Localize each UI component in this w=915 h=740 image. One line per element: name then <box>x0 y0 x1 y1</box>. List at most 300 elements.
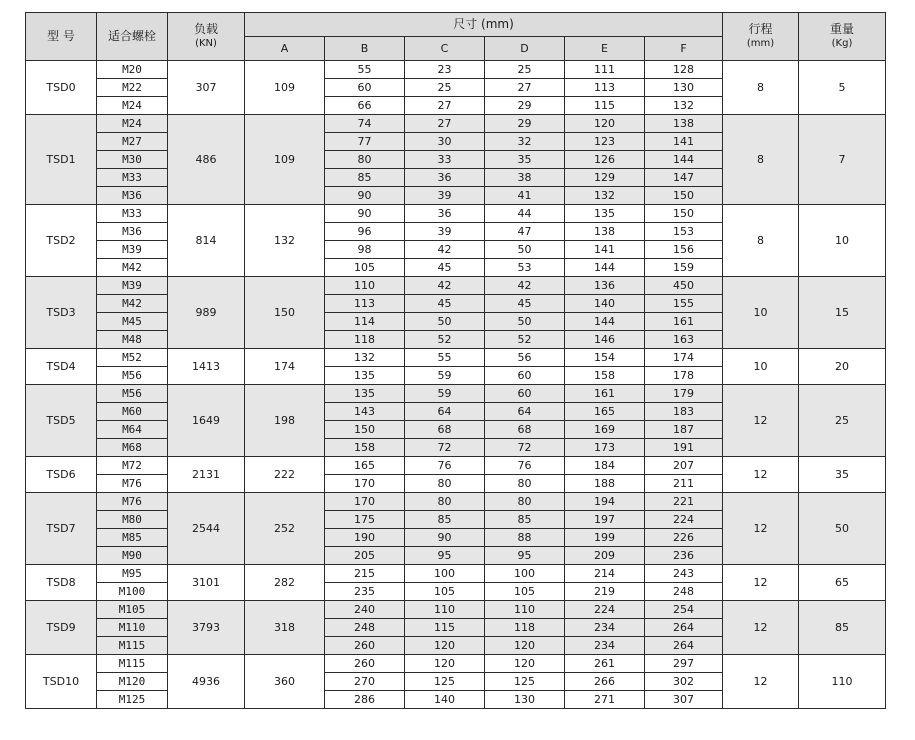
bolt-cell: M24 <box>97 97 168 115</box>
model-group <box>26 565 886 601</box>
dim-d-cell: 25 <box>485 61 565 79</box>
dim-e-cell: 169 <box>565 421 645 439</box>
dim-f-cell: 183 <box>645 403 723 421</box>
load-cell: 1413 <box>168 349 245 385</box>
stroke-cell: 12 <box>723 565 799 601</box>
dim-c-cell: 80 <box>405 475 485 493</box>
dim-b-cell: 85 <box>325 169 405 187</box>
header-stroke: 行程 (mm) <box>723 13 799 61</box>
dim-b-cell: 90 <box>325 187 405 205</box>
dim-e-cell: 266 <box>565 673 645 691</box>
dim-d-cell: 118 <box>485 619 565 637</box>
dim-d-cell: 32 <box>485 133 565 151</box>
dim-c-cell: 39 <box>405 223 485 241</box>
dim-e-cell: 234 <box>565 637 645 655</box>
load-cell: 4936 <box>168 655 245 709</box>
dim-c-cell: 33 <box>405 151 485 169</box>
bolt-cell: M64 <box>97 421 168 439</box>
dim-f-cell: 155 <box>645 295 723 313</box>
dim-b-cell: 74 <box>325 115 405 133</box>
weight-cell: 65 <box>799 565 886 601</box>
model-cell: TSD10 <box>26 655 97 709</box>
model-group <box>26 61 886 115</box>
dim-c-cell: 42 <box>405 241 485 259</box>
dim-f-cell: 211 <box>645 475 723 493</box>
dim-e-cell: 113 <box>565 79 645 97</box>
dim-e-cell: 123 <box>565 133 645 151</box>
header-dim-a: A <box>245 37 325 61</box>
table-row <box>26 349 886 367</box>
dim-f-cell: 174 <box>645 349 723 367</box>
dim-d-cell: 85 <box>485 511 565 529</box>
bolt-cell: M33 <box>97 169 168 187</box>
dim-c-cell: 23 <box>405 61 485 79</box>
dim-c-cell: 27 <box>405 115 485 133</box>
table-row <box>26 655 886 673</box>
model-group <box>26 601 886 655</box>
table-row <box>26 565 886 583</box>
dim-b-cell: 215 <box>325 565 405 583</box>
load-cell: 2131 <box>168 457 245 493</box>
dim-b-cell: 235 <box>325 583 405 601</box>
dim-b-cell: 98 <box>325 241 405 259</box>
dim-d-cell: 45 <box>485 295 565 313</box>
dim-b-cell: 175 <box>325 511 405 529</box>
model-cell: TSD5 <box>26 385 97 457</box>
dim-c-cell: 30 <box>405 133 485 151</box>
table-row <box>26 493 886 511</box>
dim-c-cell: 72 <box>405 439 485 457</box>
table-row <box>26 385 886 403</box>
header-size: 尺寸 (mm) <box>245 13 723 37</box>
dim-e-cell: 144 <box>565 313 645 331</box>
bolt-cell: M36 <box>97 223 168 241</box>
dim-e-cell: 161 <box>565 385 645 403</box>
bolt-cell: M27 <box>97 133 168 151</box>
dim-e-cell: 132 <box>565 187 645 205</box>
header-model: 型 号 <box>26 13 97 61</box>
dim-e-cell: 146 <box>565 331 645 349</box>
dim-c-cell: 45 <box>405 259 485 277</box>
dim-a-cell: 109 <box>245 61 325 115</box>
dim-b-cell: 55 <box>325 61 405 79</box>
dim-c-cell: 125 <box>405 673 485 691</box>
bolt-cell: M56 <box>97 367 168 385</box>
dim-a-cell: 360 <box>245 655 325 709</box>
dim-a-cell: 222 <box>245 457 325 493</box>
dim-d-cell: 44 <box>485 205 565 223</box>
weight-cell: 20 <box>799 349 886 385</box>
dim-d-cell: 50 <box>485 241 565 259</box>
dim-a-cell: 150 <box>245 277 325 349</box>
dim-d-cell: 60 <box>485 385 565 403</box>
table-row <box>26 601 886 619</box>
model-cell: TSD3 <box>26 277 97 349</box>
weight-cell: 50 <box>799 493 886 565</box>
header-bolt: 适合螺栓 <box>97 13 168 61</box>
dim-b-cell: 143 <box>325 403 405 421</box>
bolt-cell: M120 <box>97 673 168 691</box>
dim-c-cell: 50 <box>405 313 485 331</box>
dim-f-cell: 187 <box>645 421 723 439</box>
dim-f-cell: 264 <box>645 637 723 655</box>
bolt-cell: M42 <box>97 295 168 313</box>
dim-f-cell: 254 <box>645 601 723 619</box>
dim-a-cell: 198 <box>245 385 325 457</box>
model-cell: TSD0 <box>26 61 97 115</box>
load-cell: 2544 <box>168 493 245 565</box>
header-weight: 重量 (Kg) <box>799 13 886 61</box>
dim-c-cell: 140 <box>405 691 485 709</box>
dim-c-cell: 42 <box>405 277 485 295</box>
dim-f-cell: 307 <box>645 691 723 709</box>
load-cell: 814 <box>168 205 245 277</box>
dim-d-cell: 76 <box>485 457 565 475</box>
dim-c-cell: 80 <box>405 493 485 511</box>
dim-f-cell: 226 <box>645 529 723 547</box>
bolt-cell: M39 <box>97 277 168 295</box>
model-group <box>26 493 886 565</box>
model-group <box>26 655 886 709</box>
dim-e-cell: 197 <box>565 511 645 529</box>
dim-c-cell: 59 <box>405 385 485 403</box>
stroke-cell: 12 <box>723 655 799 709</box>
weight-cell: 25 <box>799 385 886 457</box>
dim-e-cell: 184 <box>565 457 645 475</box>
weight-cell: 10 <box>799 205 886 277</box>
model-group <box>26 205 886 277</box>
dim-b-cell: 77 <box>325 133 405 151</box>
dim-e-cell: 158 <box>565 367 645 385</box>
dim-d-cell: 29 <box>485 97 565 115</box>
dim-f-cell: 150 <box>645 205 723 223</box>
dim-d-cell: 27 <box>485 79 565 97</box>
weight-cell: 35 <box>799 457 886 493</box>
model-cell: TSD9 <box>26 601 97 655</box>
dim-c-cell: 45 <box>405 295 485 313</box>
dim-e-cell: 224 <box>565 601 645 619</box>
stroke-cell: 12 <box>723 385 799 457</box>
bolt-cell: M56 <box>97 385 168 403</box>
dim-d-cell: 50 <box>485 313 565 331</box>
dim-e-cell: 194 <box>565 493 645 511</box>
dim-b-cell: 286 <box>325 691 405 709</box>
dim-d-cell: 72 <box>485 439 565 457</box>
dim-e-cell: 234 <box>565 619 645 637</box>
header-dim-f: F <box>645 37 723 61</box>
dim-d-cell: 38 <box>485 169 565 187</box>
dim-b-cell: 60 <box>325 79 405 97</box>
table-row <box>26 277 886 295</box>
dim-e-cell: 271 <box>565 691 645 709</box>
dim-d-cell: 53 <box>485 259 565 277</box>
dim-f-cell: 264 <box>645 619 723 637</box>
dim-c-cell: 120 <box>405 637 485 655</box>
dim-d-cell: 52 <box>485 331 565 349</box>
dim-d-cell: 110 <box>485 601 565 619</box>
load-cell: 1649 <box>168 385 245 457</box>
dim-b-cell: 270 <box>325 673 405 691</box>
dim-d-cell: 60 <box>485 367 565 385</box>
bolt-cell: M110 <box>97 619 168 637</box>
dim-a-cell: 132 <box>245 205 325 277</box>
dim-d-cell: 125 <box>485 673 565 691</box>
header-dim-e: E <box>565 37 645 61</box>
dim-e-cell: 144 <box>565 259 645 277</box>
dim-c-cell: 68 <box>405 421 485 439</box>
dim-c-cell: 27 <box>405 97 485 115</box>
model-cell: TSD8 <box>26 565 97 601</box>
dim-f-cell: 141 <box>645 133 723 151</box>
load-cell: 3793 <box>168 601 245 655</box>
bolt-cell: M52 <box>97 349 168 367</box>
dim-f-cell: 153 <box>645 223 723 241</box>
dim-f-cell: 221 <box>645 493 723 511</box>
load-cell: 989 <box>168 277 245 349</box>
dim-d-cell: 100 <box>485 565 565 583</box>
stroke-cell: 12 <box>723 457 799 493</box>
dim-c-cell: 25 <box>405 79 485 97</box>
bolt-cell: M76 <box>97 475 168 493</box>
dim-e-cell: 261 <box>565 655 645 673</box>
dim-e-cell: 165 <box>565 403 645 421</box>
dim-b-cell: 170 <box>325 493 405 511</box>
header-dim-b: B <box>325 37 405 61</box>
weight-cell: 85 <box>799 601 886 655</box>
dim-d-cell: 120 <box>485 637 565 655</box>
dim-d-cell: 88 <box>485 529 565 547</box>
dim-e-cell: 154 <box>565 349 645 367</box>
model-group <box>26 277 886 349</box>
bolt-cell: M115 <box>97 637 168 655</box>
dim-b-cell: 135 <box>325 385 405 403</box>
bolt-cell: M30 <box>97 151 168 169</box>
stroke-cell: 8 <box>723 61 799 115</box>
load-cell: 307 <box>168 61 245 115</box>
weight-cell: 110 <box>799 655 886 709</box>
dim-f-cell: 132 <box>645 97 723 115</box>
dim-c-cell: 120 <box>405 655 485 673</box>
dim-c-cell: 95 <box>405 547 485 565</box>
dim-e-cell: 135 <box>565 205 645 223</box>
bolt-cell: M39 <box>97 241 168 259</box>
bolt-cell: M42 <box>97 259 168 277</box>
model-cell: TSD6 <box>26 457 97 493</box>
dim-a-cell: 252 <box>245 493 325 565</box>
dim-f-cell: 144 <box>645 151 723 169</box>
dim-d-cell: 130 <box>485 691 565 709</box>
bolt-cell: M68 <box>97 439 168 457</box>
dim-c-cell: 90 <box>405 529 485 547</box>
dim-b-cell: 113 <box>325 295 405 313</box>
dim-b-cell: 260 <box>325 655 405 673</box>
bolt-cell: M76 <box>97 493 168 511</box>
dim-f-cell: 179 <box>645 385 723 403</box>
dim-b-cell: 170 <box>325 475 405 493</box>
stroke-cell: 10 <box>723 277 799 349</box>
bolt-cell: M125 <box>97 691 168 709</box>
header-dim-c: C <box>405 37 485 61</box>
dim-b-cell: 135 <box>325 367 405 385</box>
dim-c-cell: 39 <box>405 187 485 205</box>
dim-f-cell: 450 <box>645 277 723 295</box>
dim-c-cell: 52 <box>405 331 485 349</box>
bolt-cell: M80 <box>97 511 168 529</box>
dim-e-cell: 140 <box>565 295 645 313</box>
dim-e-cell: 138 <box>565 223 645 241</box>
stroke-cell: 12 <box>723 601 799 655</box>
dim-b-cell: 118 <box>325 331 405 349</box>
dim-a-cell: 318 <box>245 601 325 655</box>
dim-f-cell: 156 <box>645 241 723 259</box>
dim-f-cell: 302 <box>645 673 723 691</box>
dim-b-cell: 158 <box>325 439 405 457</box>
dim-f-cell: 178 <box>645 367 723 385</box>
dim-b-cell: 132 <box>325 349 405 367</box>
dim-f-cell: 191 <box>645 439 723 457</box>
dim-a-cell: 174 <box>245 349 325 385</box>
dim-b-cell: 205 <box>325 547 405 565</box>
model-cell: TSD2 <box>26 205 97 277</box>
dim-d-cell: 120 <box>485 655 565 673</box>
dim-e-cell: 120 <box>565 115 645 133</box>
dim-e-cell: 209 <box>565 547 645 565</box>
dim-e-cell: 126 <box>565 151 645 169</box>
dim-d-cell: 64 <box>485 403 565 421</box>
model-cell: TSD7 <box>26 493 97 565</box>
dim-b-cell: 110 <box>325 277 405 295</box>
bolt-cell: M45 <box>97 313 168 331</box>
header-dim-d: D <box>485 37 565 61</box>
dim-f-cell: 147 <box>645 169 723 187</box>
dim-f-cell: 128 <box>645 61 723 79</box>
model-cell: TSD1 <box>26 115 97 205</box>
spec-table <box>25 12 886 709</box>
load-cell: 3101 <box>168 565 245 601</box>
dim-b-cell: 150 <box>325 421 405 439</box>
dim-a-cell: 282 <box>245 565 325 601</box>
dim-f-cell: 297 <box>645 655 723 673</box>
dim-e-cell: 214 <box>565 565 645 583</box>
dim-f-cell: 161 <box>645 313 723 331</box>
model-group <box>26 349 886 385</box>
dim-c-cell: 100 <box>405 565 485 583</box>
dim-d-cell: 95 <box>485 547 565 565</box>
dim-e-cell: 199 <box>565 529 645 547</box>
dim-d-cell: 29 <box>485 115 565 133</box>
bolt-cell: M60 <box>97 403 168 421</box>
dim-e-cell: 173 <box>565 439 645 457</box>
dim-c-cell: 105 <box>405 583 485 601</box>
dim-d-cell: 80 <box>485 493 565 511</box>
table-header <box>26 13 886 61</box>
dim-d-cell: 35 <box>485 151 565 169</box>
model-group <box>26 115 886 205</box>
bolt-cell: M115 <box>97 655 168 673</box>
dim-c-cell: 115 <box>405 619 485 637</box>
dim-a-cell: 109 <box>245 115 325 205</box>
bolt-cell: M22 <box>97 79 168 97</box>
dim-f-cell: 163 <box>645 331 723 349</box>
dim-b-cell: 165 <box>325 457 405 475</box>
dim-d-cell: 56 <box>485 349 565 367</box>
bolt-cell: M36 <box>97 187 168 205</box>
dim-b-cell: 114 <box>325 313 405 331</box>
dim-c-cell: 36 <box>405 169 485 187</box>
dim-e-cell: 136 <box>565 277 645 295</box>
bolt-cell: M48 <box>97 331 168 349</box>
dim-d-cell: 105 <box>485 583 565 601</box>
bolt-cell: M100 <box>97 583 168 601</box>
stroke-cell: 12 <box>723 493 799 565</box>
header-load: 负载 (KN) <box>168 13 245 61</box>
dim-f-cell: 207 <box>645 457 723 475</box>
dim-f-cell: 150 <box>645 187 723 205</box>
load-cell: 486 <box>168 115 245 205</box>
dim-c-cell: 85 <box>405 511 485 529</box>
bolt-cell: M24 <box>97 115 168 133</box>
weight-cell: 15 <box>799 277 886 349</box>
bolt-cell: M95 <box>97 565 168 583</box>
dim-e-cell: 111 <box>565 61 645 79</box>
bolt-cell: M105 <box>97 601 168 619</box>
model-group <box>26 385 886 457</box>
dim-f-cell: 243 <box>645 565 723 583</box>
bolt-cell: M20 <box>97 61 168 79</box>
stroke-cell: 10 <box>723 349 799 385</box>
dim-f-cell: 248 <box>645 583 723 601</box>
dim-e-cell: 188 <box>565 475 645 493</box>
bolt-cell: M72 <box>97 457 168 475</box>
bolt-cell: M85 <box>97 529 168 547</box>
dim-f-cell: 130 <box>645 79 723 97</box>
dim-b-cell: 260 <box>325 637 405 655</box>
stroke-cell: 8 <box>723 205 799 277</box>
dim-b-cell: 248 <box>325 619 405 637</box>
bolt-cell: M33 <box>97 205 168 223</box>
dim-e-cell: 219 <box>565 583 645 601</box>
weight-cell: 5 <box>799 61 886 115</box>
dim-e-cell: 115 <box>565 97 645 115</box>
dim-c-cell: 36 <box>405 205 485 223</box>
table-row <box>26 205 886 223</box>
dim-c-cell: 59 <box>405 367 485 385</box>
dim-c-cell: 76 <box>405 457 485 475</box>
dim-b-cell: 66 <box>325 97 405 115</box>
table-row <box>26 61 886 79</box>
dim-f-cell: 138 <box>645 115 723 133</box>
stroke-cell: 8 <box>723 115 799 205</box>
dim-d-cell: 42 <box>485 277 565 295</box>
model-group <box>26 457 886 493</box>
dim-d-cell: 80 <box>485 475 565 493</box>
dim-f-cell: 224 <box>645 511 723 529</box>
dim-d-cell: 41 <box>485 187 565 205</box>
weight-cell: 7 <box>799 115 886 205</box>
dim-b-cell: 105 <box>325 259 405 277</box>
dim-c-cell: 64 <box>405 403 485 421</box>
dim-f-cell: 236 <box>645 547 723 565</box>
dim-b-cell: 80 <box>325 151 405 169</box>
bolt-cell: M90 <box>97 547 168 565</box>
dim-b-cell: 240 <box>325 601 405 619</box>
dim-b-cell: 96 <box>325 223 405 241</box>
dim-d-cell: 47 <box>485 223 565 241</box>
dim-b-cell: 190 <box>325 529 405 547</box>
model-cell: TSD4 <box>26 349 97 385</box>
dim-f-cell: 159 <box>645 259 723 277</box>
table-row <box>26 457 886 475</box>
